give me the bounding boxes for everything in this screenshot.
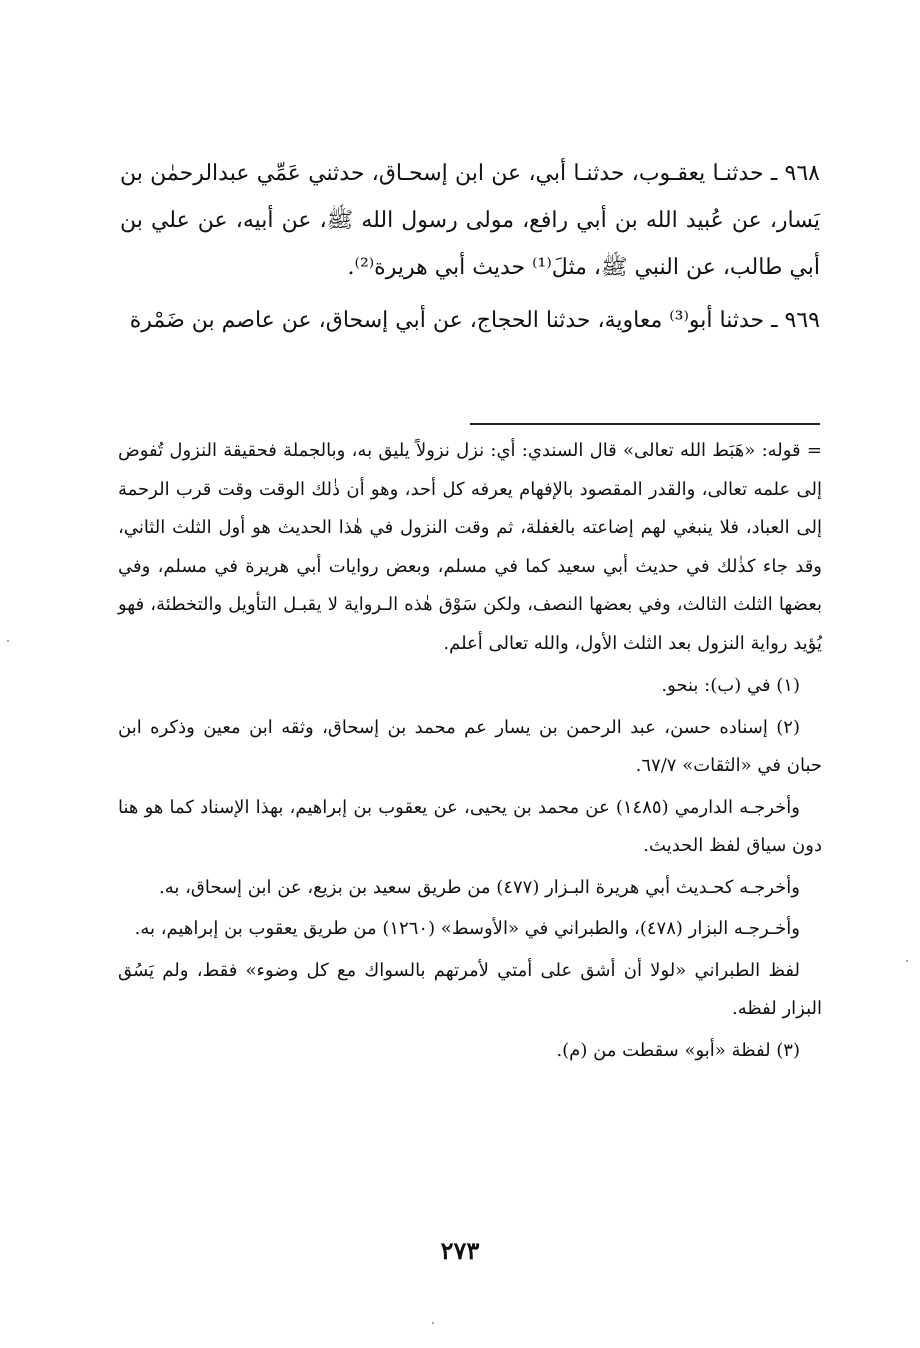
footnote-2-paragraph-2: وأخرجـه الدارمي (١٤٨٥) عن محمد بن يحيى، عن يعقوب بن إبراهيم، بهذا الإسناد كما هو هنا دون سياق لفظ الحديث.: [118, 796, 822, 856]
scan-speck: [7, 640, 9, 642]
footnote-continuation: = قوله: «هَبَط الله تعالى» قال السندي: أي: نزل نزولاً يليق به، وبالجملة فحقيقة النزول تُفوض إلى علمه تعالى، والقدر المقصود بالإفهام يعرفه كل أحد، وهو أن ذٰلك الوقت وقت قرب الرحمة إلى العباد، فلا ينبغي لهم إضاعته بالغفلة، ثم وقت النزول في هٰذا الحديث هو أول الثلث الثاني، وقد جاء كذٰلك في حديث أبي سعيد كما في مسلم، وبعض روايات أبي هريرة في مسلم، وفي بعضها الثلث الثالث، وفي بعضها النصف، ولكن سَوْق هٰذه الـرواية لا يقبـل التأويل والتخطئة، فهو يُؤيد رواية النزول بعد الثلث الأول، والله تعالى أعلم.: [118, 440, 822, 654]
hadith-969: ٩٦٩ ـ حدثنا أبو⁽³⁾ معاوية، حدثنا الحجاج، عن أبي إسحاق، عن عاصم بن ضَمْرة: [129, 308, 820, 333]
scan-speck: [432, 1322, 434, 1324]
footnotes: [118, 432, 822, 1073]
footnote-divider: [470, 423, 820, 425]
page-number: ٢٧٣: [440, 1236, 480, 1265]
footnote-2-paragraph-5: لفظ الطبراني «لولا أن أشق على أمتي لأمرتهم بالسواك مع كل وضوء» فقط، ولم يَسُق البزار لفظه.: [118, 959, 822, 1019]
scan-speck: [906, 960, 908, 962]
footnote-3: (٣) لفظة «أبو» سقطت من (م).: [556, 1039, 800, 1061]
footnote-2-paragraph-4: وأخـرجـه البزار (٤٧٨)، والطبراني في «الأوسط» (١٢٦٠) من طريق يعقوب بن إبراهيم، به.: [134, 918, 800, 939]
footnote-1: (١) في (ب): بنحو.: [661, 675, 800, 696]
main-text: [120, 150, 820, 350]
hadith-968: ٩٦٨ ـ حدثنـا يعقـوب، حدثنـا أبي، عن ابن إسحـاق، حدثني عَمِّي عبدالرحمٰن بن يَسار، عن عُبيد الله بن أبي رافع، مولى رسول الله ﷺ، عن أبيه، عن علي بن أبي طالب، عن النبي ﷺ، مثلَ⁽¹⁾ حديث أبي هريرة⁽²⁾.: [120, 161, 820, 280]
footnote-2-paragraph-3: وأخرجـه كحـديث أبي هريرة البـزار (٤٧٧) من طريق سعيد بن بزيع، عن ابن إسحاق، به.: [158, 876, 800, 898]
footnote-2: (٢) إسناده حسن، عبد الرحمن بن يسار عم محمد بن إسحاق، وثقه ابن معين وذكره ابن حبان في «الثقات» ٦٧/٧.: [118, 716, 822, 776]
